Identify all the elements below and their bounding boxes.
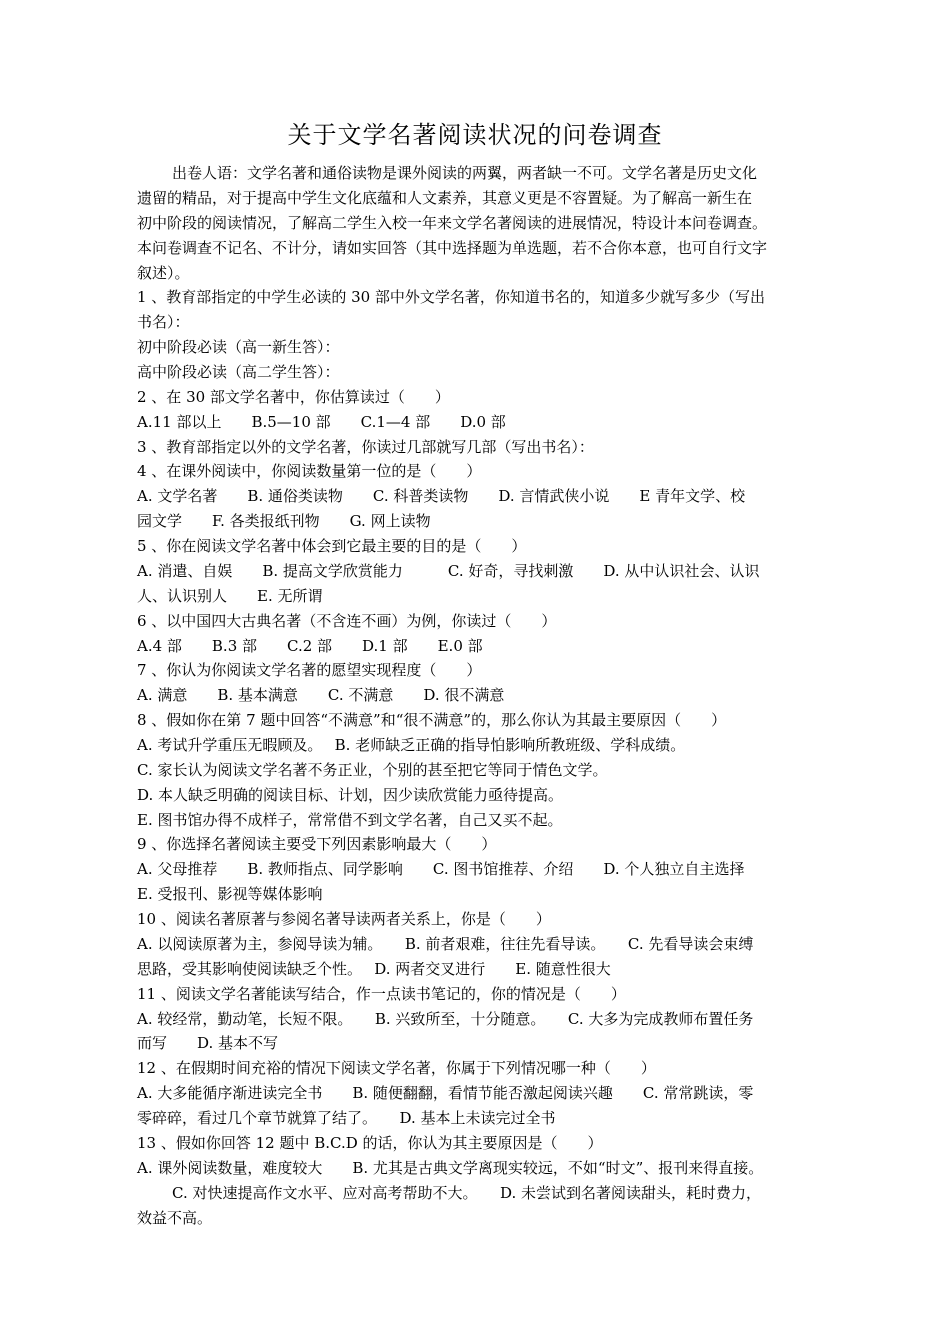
question-6-options: A.4 部 B.3 部 C.2 部 D.1 部 E.0 部 — [137, 637, 483, 655]
question-1-line: 1 、教育部指定的中学生必读的 30 部中外文学名著，你知道书名的，知道多少就写多少（写出 — [137, 288, 765, 306]
question-8-options: A. 考试升学重压无暇顾及。 B. 老师缺乏正确的指导怕影响所教班级、学科成绩。 — [137, 736, 686, 754]
question-1-senior: 高中阶段必读（高二学生答）： — [137, 363, 340, 381]
question-7-options: A. 满意 B. 基本满意 C. 不满意 D. 很不满意 — [137, 686, 505, 704]
question-11-options: 而写 D. 基本不写 — [137, 1034, 279, 1052]
question-4-options: 园文学 F. 各类报纸刊物 G. 网上读物 — [137, 512, 431, 530]
question-10-options: A. 以阅读原著为主，参阅导读为辅。 B. 前者艰难，往往先看导读。 C. 先看导读会束缚 — [137, 935, 754, 953]
question-12-options: A. 大多能循序渐进读完全书 B. 随便翻翻，看情节能否激起阅读兴趣 C. 常常跳读，零 — [137, 1084, 754, 1102]
question-8: 8 、假如你在第 7 题中回答“不满意”和“很不满意”的，那么你认为其最主要原因（ ） — [137, 711, 727, 729]
question-4: 4 、在课外阅读中，你阅读数量第一位的是（ ） — [137, 462, 482, 480]
question-8-options: D. 本人缺乏明确的阅读目标、计划，因少读欣赏能力亟待提高。 — [137, 786, 564, 804]
page-title: 关于文学名著阅读状况的问卷调查 — [287, 121, 663, 149]
question-5-options: 人、认识别人 E. 无所谓 — [137, 587, 323, 605]
question-1-junior: 初中阶段必读（高一新生答）： — [137, 338, 340, 356]
question-11-options: A. 较经常，勤动笔，长短不限。 B. 兴致所至，十分随意。 C. 大多为完成教师布置任务 — [137, 1010, 754, 1028]
intro-line: 叙述）。 — [137, 264, 190, 282]
question-1-line: 书名）： — [137, 313, 190, 331]
question-10-options: 思路，受其影响使阅读缺乏个性。 D. 两者交叉进行 E. 随意性很大 — [137, 960, 611, 978]
question-11: 11 、阅读文学名著能读写结合，作一点读书笔记的，你的情况是（ ） — [137, 985, 626, 1003]
intro-line: 本问卷调查不记名、不计分，请如实回答（其中选择题为单选题，若不合你本意，也可自行文字 — [137, 239, 768, 257]
question-8-options: C. 家长认为阅读文学名著不务正业，个别的甚至把它等同于情色文学。 — [137, 761, 608, 779]
question-9: 9 、你选择名著阅读主要受下列因素影响最大（ ） — [137, 835, 497, 853]
intro-line: 初中阶段的阅读情况，了解高二学生入校一年来文学名著阅读的进展情况，特设计本问卷调查。 — [137, 214, 768, 232]
question-3: 3 、教育部指定以外的文学名著，你读过几部就写几部（写出书名）： — [137, 438, 594, 456]
question-8-options: E. 图书馆办得不成样子，常常借不到文学名著，自己又买不起。 — [137, 811, 563, 829]
intro-line: 遗留的精品，对于提高中学生文化底蕴和人文素养，其意义更是不容置疑。为了解高一新生在 — [137, 189, 753, 207]
question-9-options: E. 受报刊、影视等媒体影响 — [137, 885, 323, 903]
question-6: 6 、以中国四大古典名著（不含连不画）为例，你读过（ ） — [137, 612, 557, 630]
intro-line: 出卷人语：文学名著和通俗读物是课外阅读的两翼，两者缺一不可。文学名著是历史文化 — [172, 164, 758, 182]
question-12: 12 、在假期时间充裕的情况下阅读文学名著，你属于下列情况哪一种（ ） — [137, 1059, 656, 1077]
question-13: 13 、假如你回答 12 题中 B.C.D 的话，你认为其主要原因是（ ） — [137, 1134, 603, 1152]
question-2-options: A.11 部以上 B.5—10 部 C.1—4 部 D.0 部 — [137, 413, 506, 431]
question-4-options: A. 文学名著 B. 通俗类读物 C. 科普类读物 D. 言情武侠小说 E 青年文学、校 — [137, 487, 746, 505]
question-12-options: 零碎碎，看过几个章节就算了结了。 D. 基本上未读完过全书 — [137, 1109, 556, 1127]
question-5-options: A. 消遣、自娱 B. 提高文学欣赏能力 C. 好奇，寻找刺激 D. 从中认识社会、认识 — [137, 562, 760, 580]
question-9-options: A. 父母推荐 B. 教师指点、同学影响 C. 图书馆推荐、介绍 D. 个人独立自主选择 — [137, 860, 745, 878]
question-2: 2 、在 30 部文学名著中，你估算读过（ ） — [137, 388, 450, 406]
question-10: 10 、阅读名著原著与参阅名著导读两者关系上，你是（ ） — [137, 910, 551, 928]
question-13-options: 效益不高。 — [137, 1209, 213, 1227]
question-5: 5 、你在阅读文学名著中体会到它最主要的目的是（ ） — [137, 537, 527, 555]
question-7: 7 、你认为你阅读文学名著的愿望实现程度（ ） — [137, 661, 482, 679]
question-13-options: C. 对快速提高作文水平、应对高考帮助不大。 D. 未尝试到名著阅读甜头，耗时费力， — [172, 1184, 762, 1202]
question-13-options: A. 课外阅读数量，难度较大 B. 尤其是古典文学离现实较远，不如“时文”、报刊来得直接。 — [137, 1159, 764, 1177]
